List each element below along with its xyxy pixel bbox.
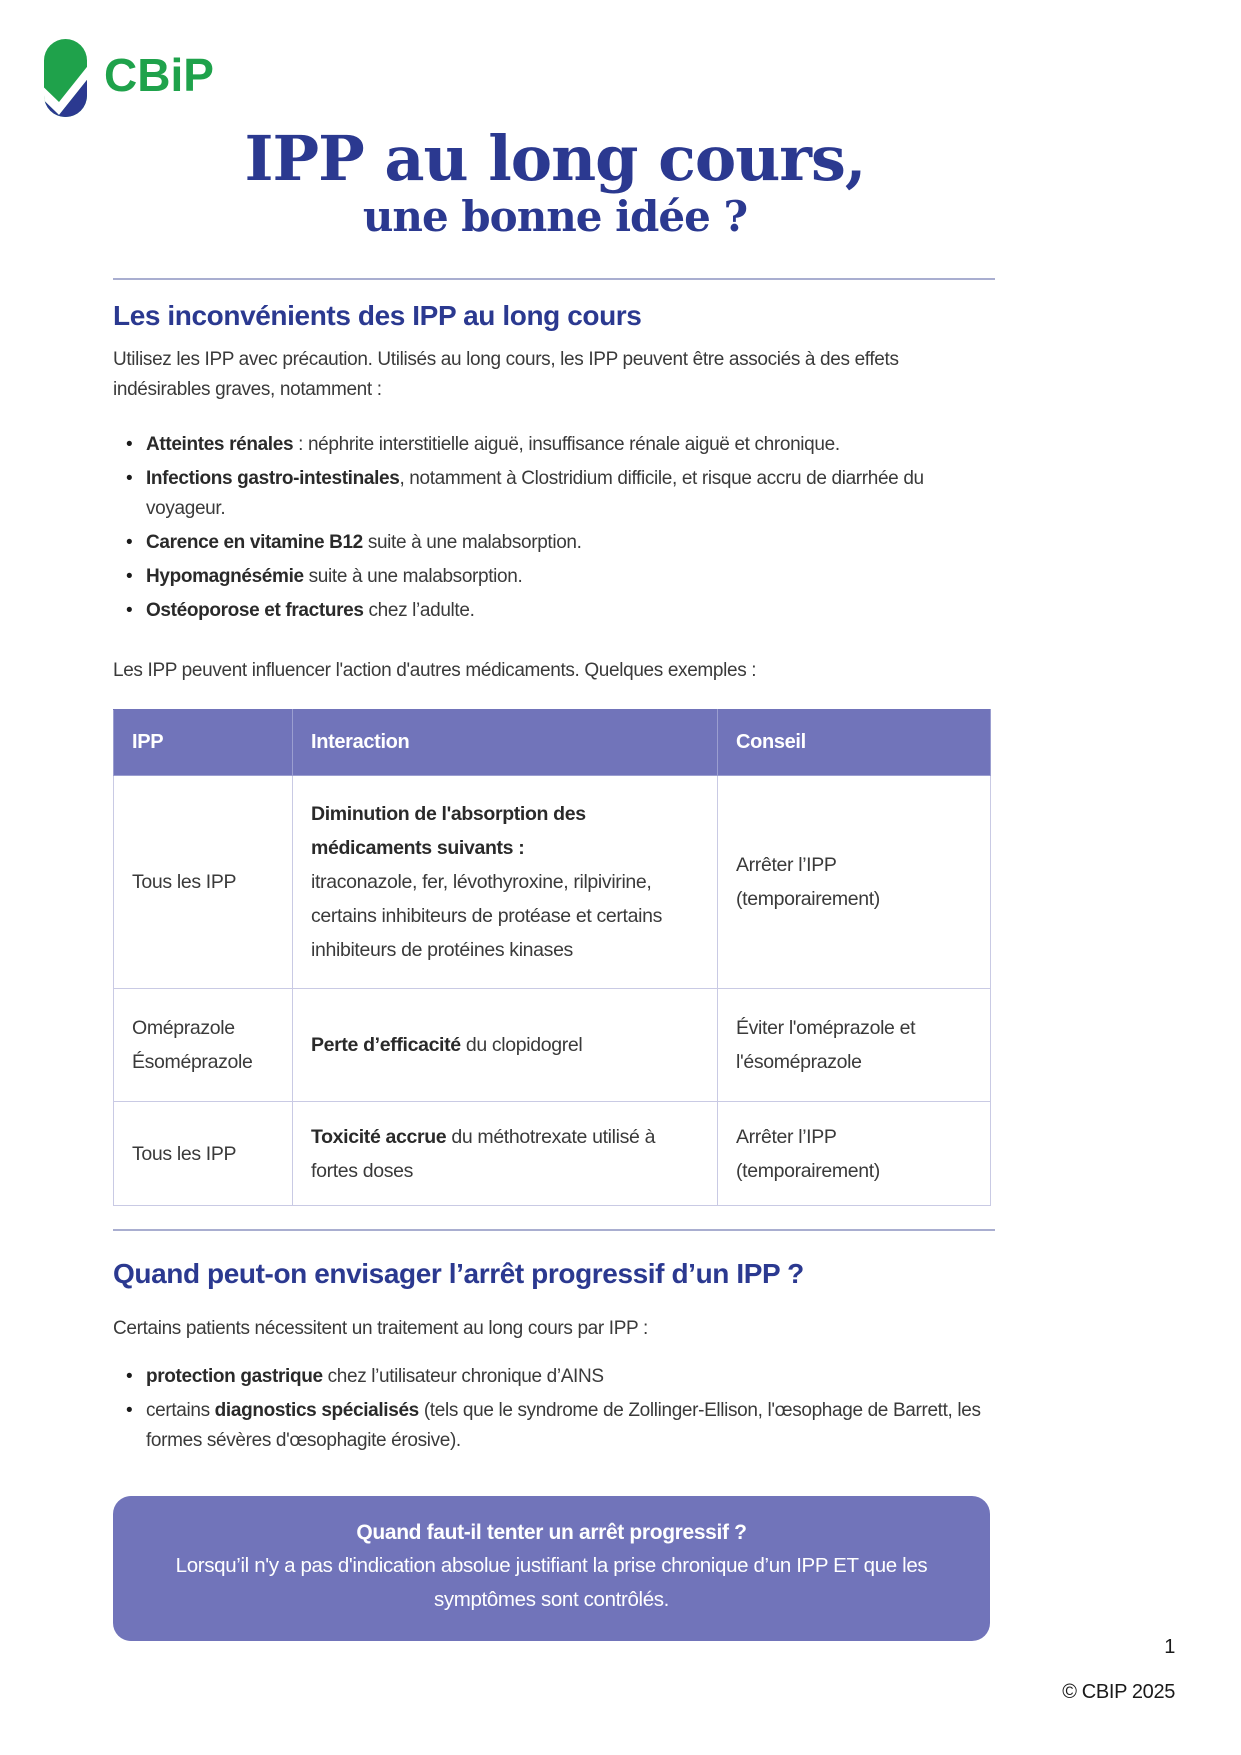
cell-conseil: Arrêter l’IPP (temporairement) [718,776,991,989]
cell-interaction [293,1102,718,1206]
list-item [113,430,995,460]
column-header-interaction: Interaction [293,710,718,776]
cell-interaction-bold: Perte d’efficacité [311,1034,461,1056]
page-number: 1 [1164,1636,1175,1658]
list-item-text: chez l’adulte. [363,600,475,621]
cell-ipp: Oméprazole Ésoméprazole [114,989,293,1102]
cbip-pill-check-icon [34,36,96,120]
cell-ipp: Tous les IPP [114,776,293,989]
cell-ipp: Tous les IPP [114,1102,293,1206]
list-item-bold: Atteintes rénales [146,434,294,455]
table-row [114,776,991,989]
cell-conseil: Arrêter l’IPP (temporairement) [718,1102,991,1206]
cell-interaction-text: du clopidogrel [460,1034,583,1056]
cell-interaction-bold: Toxicité accrue [311,1125,447,1148]
long-term-indications-list [113,1362,995,1456]
list-item-text: , notamment à Clostridium difficile, et risque accru de diarrhée du voyageur. [146,468,924,519]
column-header-conseil: Conseil [718,710,991,776]
table-header-row [114,710,991,776]
table-row [114,1102,991,1206]
list-item-bold: Carence en vitamine B12 [146,532,363,553]
list-item-bold: Ostéoporose et fractures [146,600,364,621]
divider [113,1229,995,1231]
title-line2: une bonne idée ? [362,192,748,241]
table-intro: Les IPP peuvent influencer l'action d'autres médicaments. Quelques exemples : [113,660,757,681]
section2-heading: Quand peut-on envisager l’arrêt progressif d’un IPP ? [113,1258,804,1289]
list-item [113,1396,995,1456]
section2-intro: Certains patients nécessitent un traitement au long cours par IPP : [113,1318,648,1339]
table-row [114,989,991,1102]
list-item-text: suite à une malabsorption. [303,566,523,587]
adverse-effects-list [113,430,995,626]
list-item [113,562,995,592]
section1-intro: Utilisez les IPP avec précaution. Utilisés au long cours, les IPP peuvent être associés à des effets indésirables graves, notamment : [113,349,899,400]
list-item [113,464,995,524]
list-item-bold: Hypomagnésémie [146,566,304,587]
cell-interaction-bold: Diminution de l'absorption des médicaments suivants : [311,803,586,859]
cell-interaction-text: itraconazole, fer, lévothyroxine, rilpivirine, certains inhibiteurs de protéase et certains inhibiteurs de protéines kinases [311,871,662,961]
title-line1: IPP au long cours, [244,122,866,195]
list-item [113,1362,995,1392]
callout-body: Lorsqu’il n'y a pas d'indication absolue justifiant la prise chronique d’un IPP ET que les symptômes sont contrôlés. [175,1554,928,1611]
list-item-text: suite à une malabsorption. [362,532,582,553]
cell-conseil: Éviter l'oméprazole et l'ésoméprazole [718,989,991,1102]
interactions-table [113,709,991,1206]
section1-heading: Les inconvénients des IPP au long cours [113,300,642,331]
content-column [113,278,995,1641]
list-item-bold: Infections gastro-intestinales [146,468,400,489]
list-item-text: chez l’utilisateur chronique d’AINS [322,1366,604,1387]
list-item-bold: diagnostics spécialisés [214,1400,419,1421]
list-item-text: : néphrite interstitielle aiguë, insuffisance rénale aiguë et chronique. [293,434,840,455]
cell-interaction [293,989,718,1102]
list-item [113,528,995,558]
divider [113,278,995,280]
copyright-notice: © CBIP 2025 [1062,1681,1175,1703]
cbip-logo-text: CBiP [104,49,214,101]
cell-interaction [293,776,718,989]
callout-heading: Quand faut-il tenter un arrêt progressif ? [356,1521,747,1544]
list-item [113,596,995,626]
callout-box [113,1496,990,1641]
list-item-bold: protection gastrique [146,1366,323,1387]
cell-interaction-text: du méthotrexate utilisé à fortes doses [311,1125,656,1182]
cbip-logo [34,36,214,120]
list-item-text: (tels que le syndrome de Zollinger-Ellison, l'œsophage de Barrett, les formes sévères d'œsophagite érosive). [146,1400,981,1451]
list-item-pre: certains [146,1400,215,1421]
column-header-ipp: IPP [114,710,293,776]
